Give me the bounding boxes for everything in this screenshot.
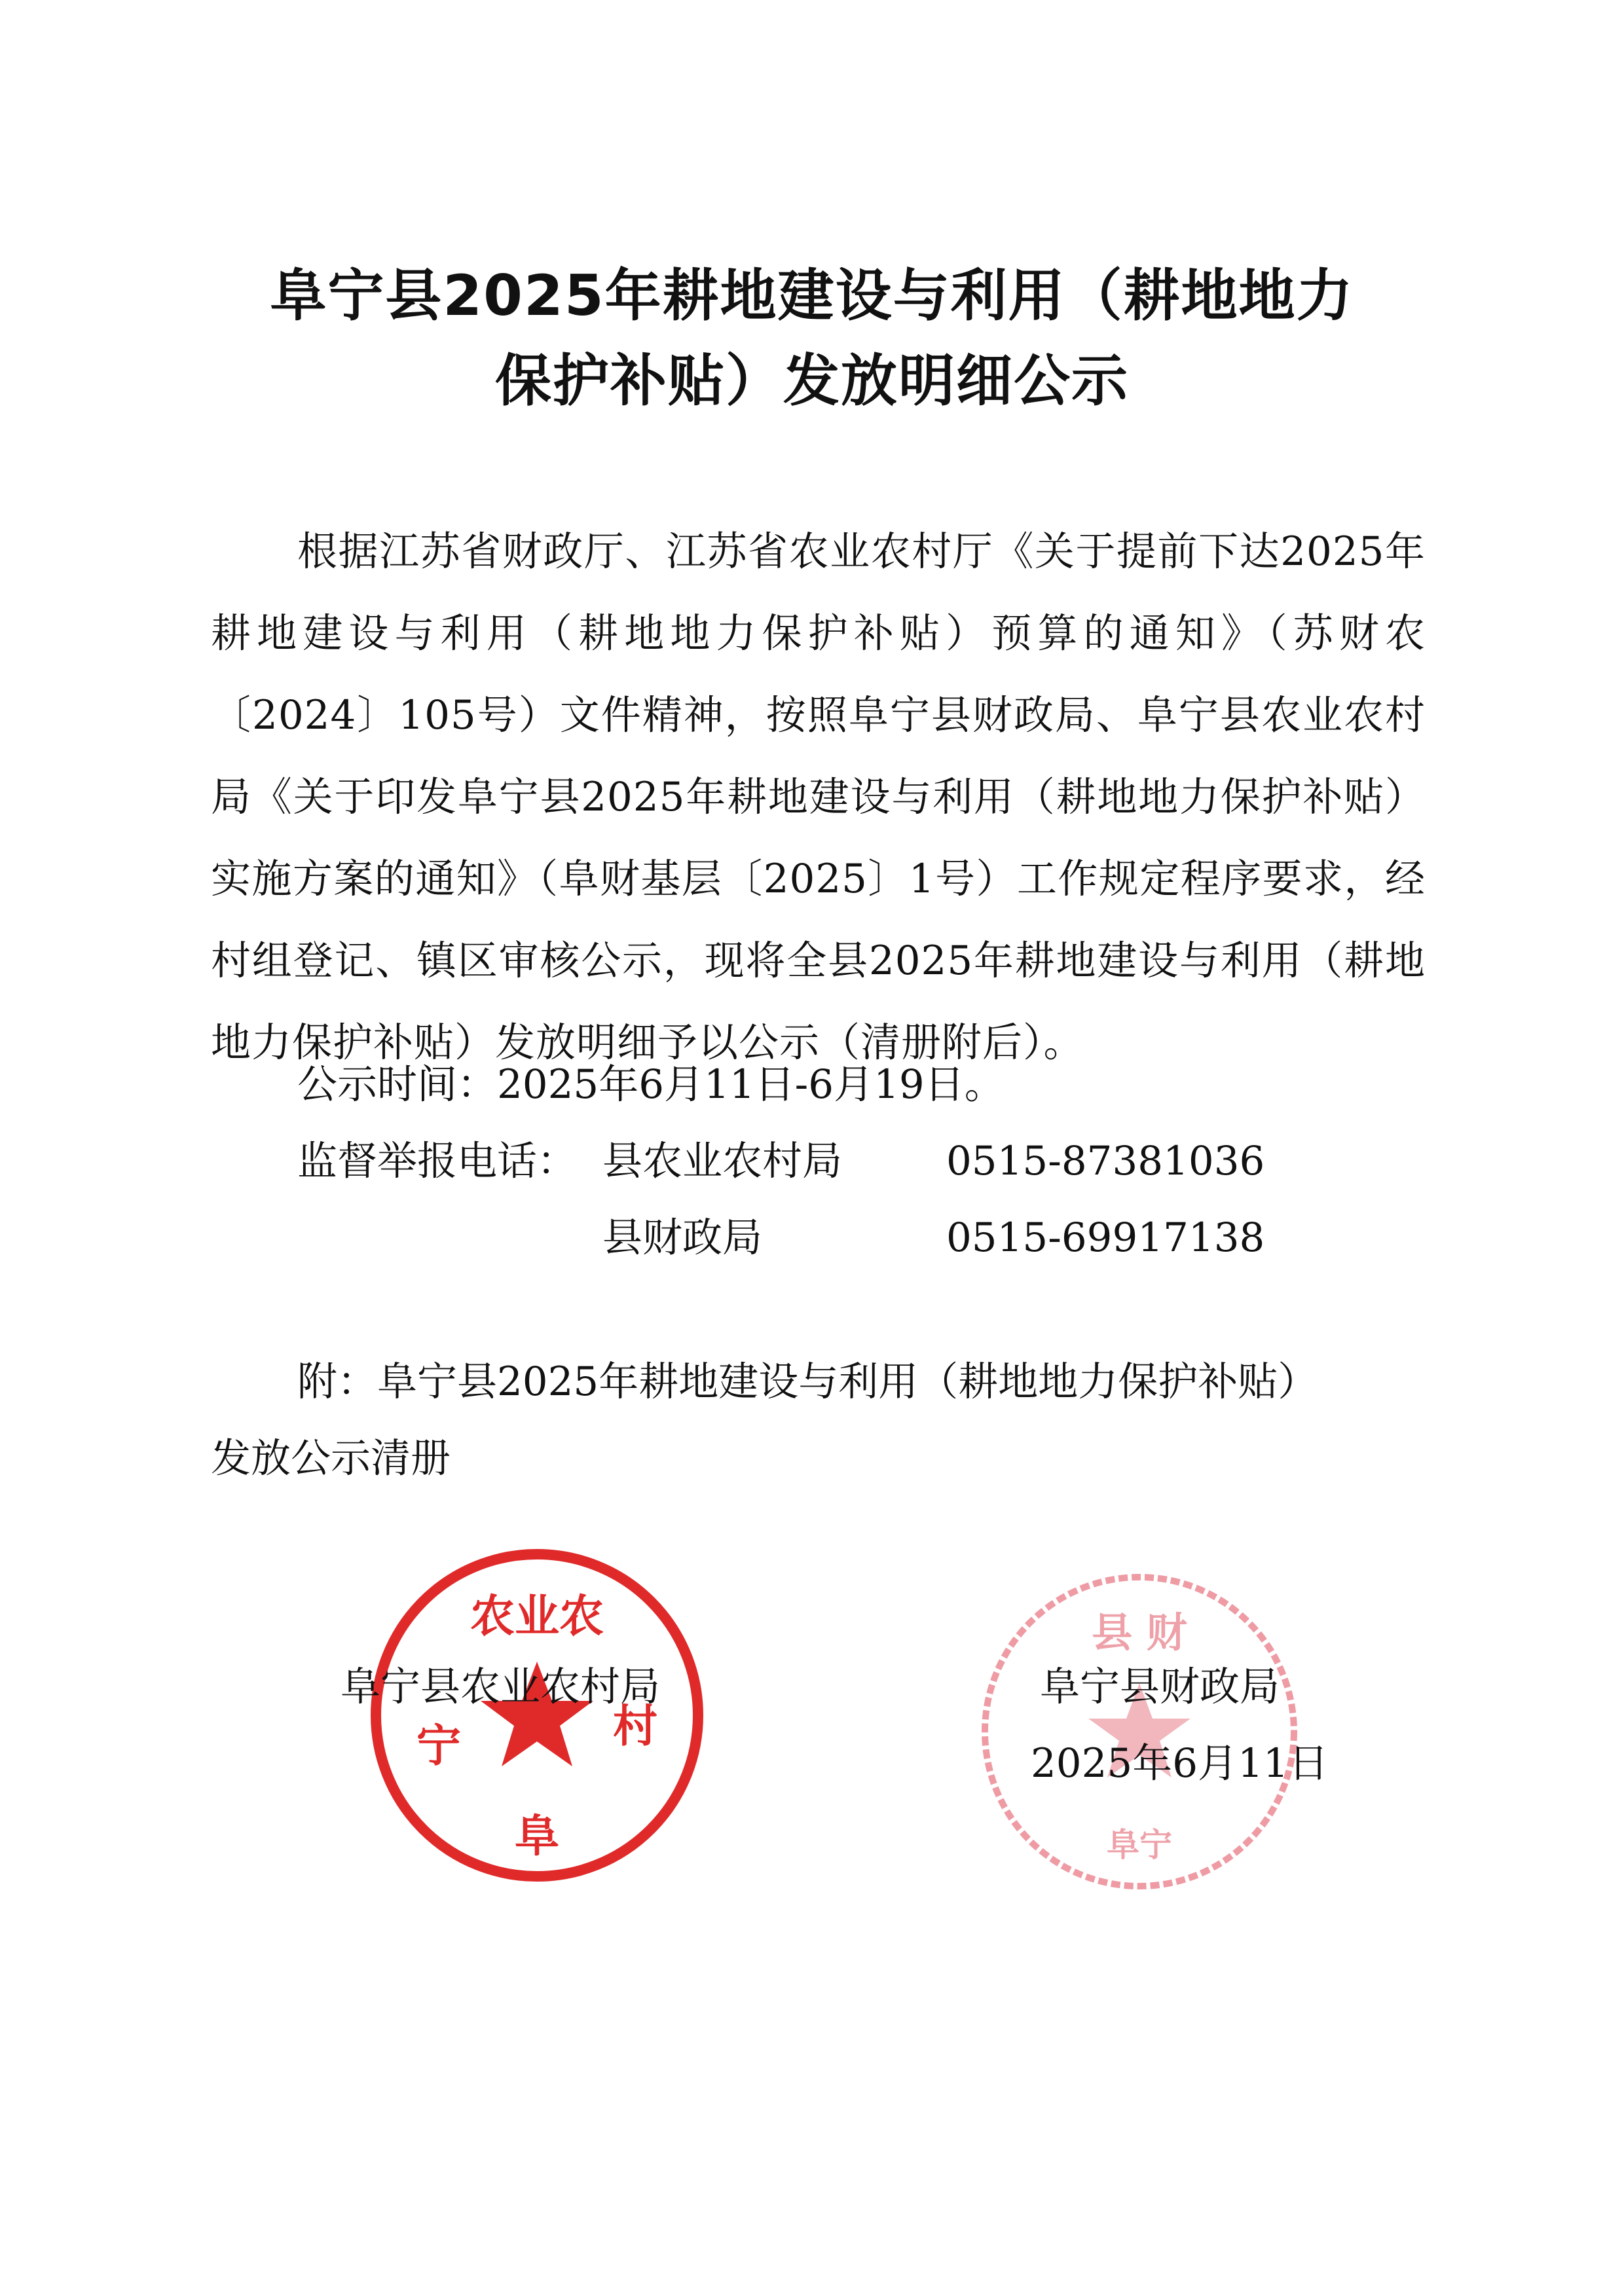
publicity-time: 公示时间：2025年6月11日-6月19日。 (297, 1061, 1005, 1108)
hotline-org-1: 县农业农村局 (602, 1138, 843, 1184)
document-title-line-2: 保护补贴）发放明细公示 (495, 348, 1129, 414)
hotline-label: 监督举报电话： (297, 1138, 578, 1184)
signature-left-org: 阜宁县农业农村局 (341, 1664, 661, 1710)
right-official-seal (976, 1568, 1303, 1895)
attachment-line-1: 附：阜宁县2025年耕地建设与利用（耕地地力保护补贴） (297, 1358, 1318, 1405)
svg-text:农业农: 农业农 (470, 1591, 604, 1643)
document-title-line-1: 阜宁县2025年耕地建设与利用（耕地地力 (270, 263, 1354, 329)
signature-right-org: 阜宁县财政局 (1040, 1664, 1280, 1710)
hotline-org-2: 县财政局 (602, 1214, 763, 1261)
body-paragraph: 根据江苏省财政厅、江苏省农业农村厅《关于提前下达2025年耕地建设与利用（耕地地力保护补贴）预算的通知》（苏财农〔2024〕105号）文件精神，按照阜宁县财政局、阜宁县农业农村局《关于印发阜宁县2025年耕地建设与利用（耕地地力保护补贴）实施方案的通知》（阜财基层〔2025〕1号）工作规定程序要求，经村组登记、镇区审核公示，现将全县2025年耕地建设与利用（耕地地力保护补贴）发放明细予以公示（清册附后）。 (211, 528, 1426, 1066)
signature-date: 2025年6月11日 (1031, 1740, 1329, 1787)
svg-text:阜: 阜 (514, 1811, 560, 1863)
svg-text:宁: 宁 (416, 1721, 462, 1772)
attachment-line-2: 发放公示清册 (211, 1435, 451, 1482)
left-official-seal (367, 1545, 707, 1886)
svg-text:村: 村 (612, 1701, 658, 1753)
svg-text:阜宁: 阜宁 (1107, 1826, 1172, 1864)
hotline-phone-1: 0515-87381036 (946, 1138, 1265, 1184)
hotline-phone-2: 0515-69917138 (946, 1214, 1265, 1261)
svg-text:县 财: 县 财 (1092, 1609, 1187, 1656)
